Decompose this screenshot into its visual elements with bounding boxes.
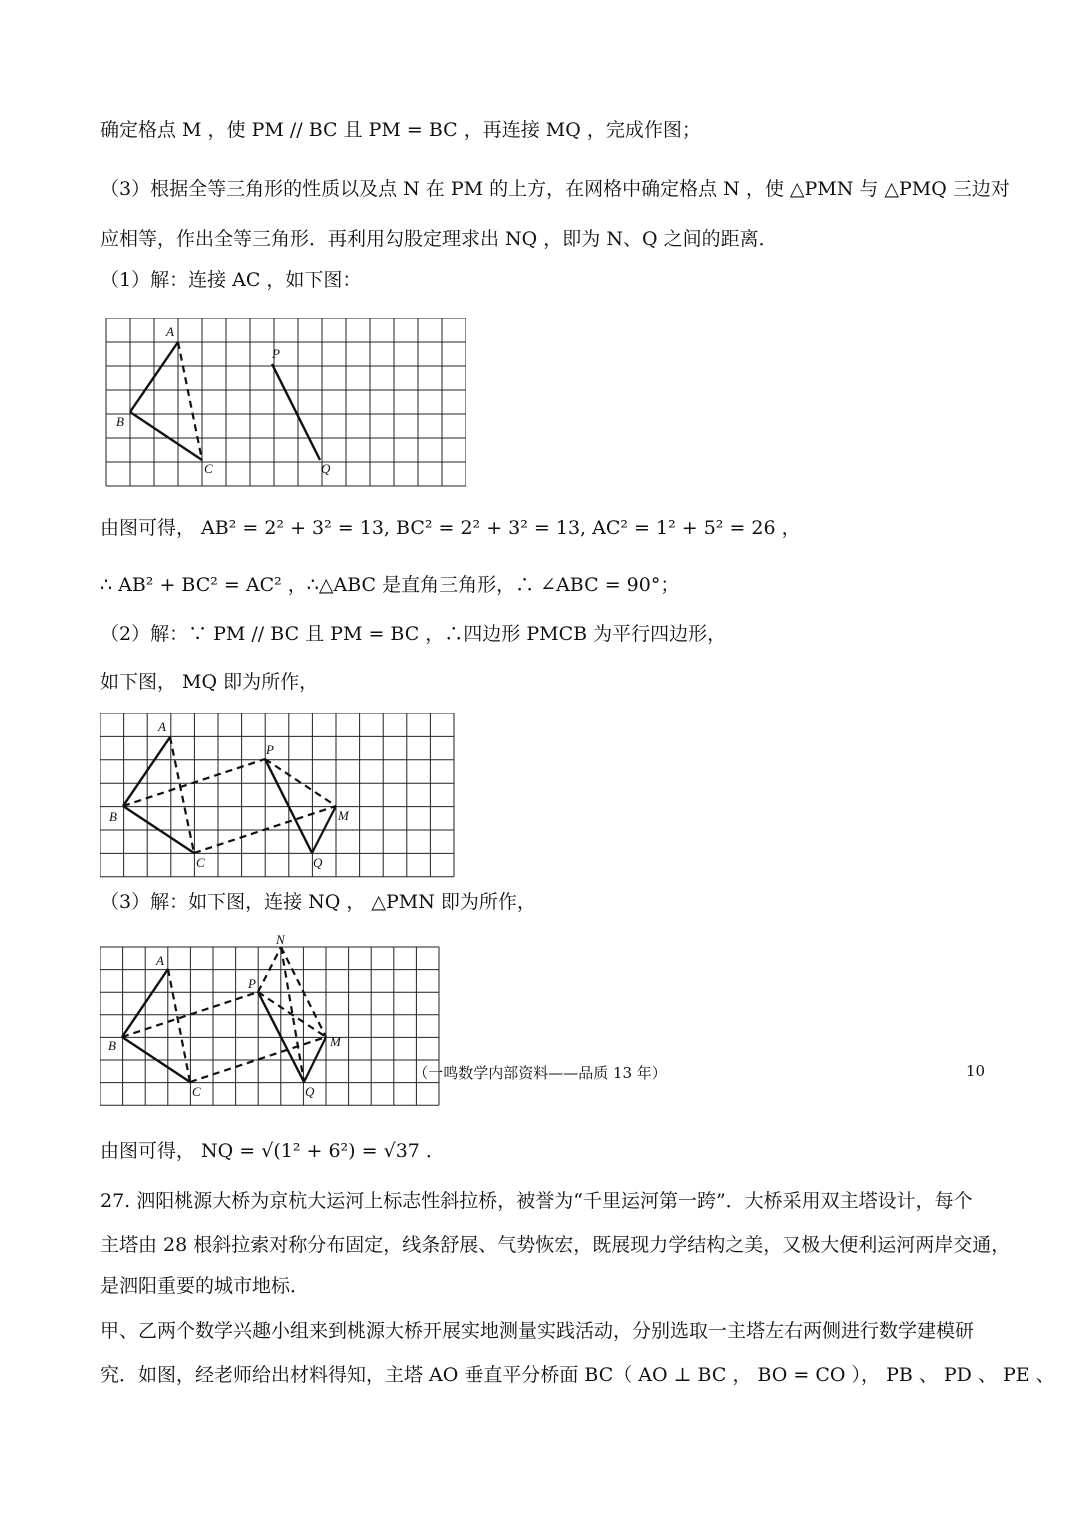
page-footer: （一鸣数学内部资料——品质 13 年） <box>413 1064 667 1082</box>
segment-AC-dashed <box>178 342 202 460</box>
label-B: B <box>109 809 117 824</box>
label-A: A <box>158 719 166 734</box>
label-N: N <box>276 932 285 947</box>
text-line-10: 由图可得， NQ = √(1² + 6²) = √37 ． <box>100 1140 445 1162</box>
label-P: P <box>248 976 256 991</box>
label-B: B <box>116 414 124 429</box>
text-line-11: 27. 泗阳桃源大桥为京杭大运河上标志性斜拉桥，被誉为“千里运河第一跨”．大桥采用双主塔设计，每个 <box>100 1190 973 1212</box>
label-B: B <box>108 1038 116 1053</box>
text-line-1: 确定格点 M ，使 PM // BC 且 PM = BC ，再连接 MQ ，完成作图； <box>100 119 701 141</box>
page-number: 10 <box>966 1062 986 1080</box>
label-C: C <box>192 1084 201 1099</box>
text-line-15: 究．如图，经老师给出材料得知，主塔 AO 垂直平分桥面 BC（ AO ⊥ BC ， BO = CO ）， PB 、 PD 、 PE 、 <box>100 1364 1055 1386</box>
label-P: P <box>272 346 280 361</box>
label-A: A <box>156 953 164 968</box>
figure-1-gridlines <box>106 318 466 486</box>
text-line-14: 甲、乙两个数学兴趣小组来到桃源大桥开展实地测量实践活动，分别选取一主塔左右两侧进行数学建模研 <box>100 1320 975 1342</box>
segment-PQ <box>272 364 320 460</box>
label-Q: Q <box>321 461 331 476</box>
figure-1-grid <box>104 318 466 492</box>
label-M: M <box>338 808 349 823</box>
label-A: A <box>166 324 174 339</box>
segment-AC-dashed <box>170 737 194 853</box>
label-P: P <box>266 742 274 757</box>
text-line-2: （3）根据全等三角形的性质以及点 N 在 PM 的上方，在网格中确定格点 N ，使 △PMN 与 △PMQ 三边对 <box>100 178 1010 200</box>
text-line-5: 由图可得， AB² = 2² + 3² = 13, BC² = 2² + 3² = 13, AC² = 1² + 5² = 26 ， <box>100 517 801 539</box>
figure-2-grid <box>100 713 456 881</box>
label-C: C <box>204 461 213 476</box>
label-Q: Q <box>313 855 323 870</box>
text-line-7: （2）解：∵ PM // BC 且 PM = BC ，∴四边形 PMCB 为平行四边形， <box>100 623 727 645</box>
text-line-6: ∴ AB² + BC² = AC² ，∴△ABC 是直角三角形，∴ ∠ABC = 90°； <box>100 574 680 596</box>
text-line-9: （3）解：如下图，连接 NQ ， △PMN 即为所作， <box>100 891 536 913</box>
text-line-12: 主塔由 28 根斜拉索对称分布固定，线条舒展、气势恢宏，既展现力学结构之美，又极大便利运河两岸交通， <box>100 1234 1011 1256</box>
text-line-8: 如下图， MQ 即为所作， <box>100 671 319 693</box>
figure-2-gridlines <box>100 713 454 877</box>
label-C: C <box>196 855 205 870</box>
figure-3-grid <box>100 932 442 1110</box>
segment-AB <box>123 737 170 806</box>
text-line-4: （1）解：连接 AC ，如下图： <box>100 269 362 291</box>
text-line-13: 是泗阳重要的城市地标． <box>100 1275 310 1297</box>
text-line-3: 应相等，作出全等三角形．再利用勾股定理求出 NQ ，即为 N、Q 之间的距离． <box>100 228 778 250</box>
segment-BC <box>130 412 202 460</box>
label-Q: Q <box>305 1084 315 1099</box>
label-M: M <box>330 1034 341 1049</box>
